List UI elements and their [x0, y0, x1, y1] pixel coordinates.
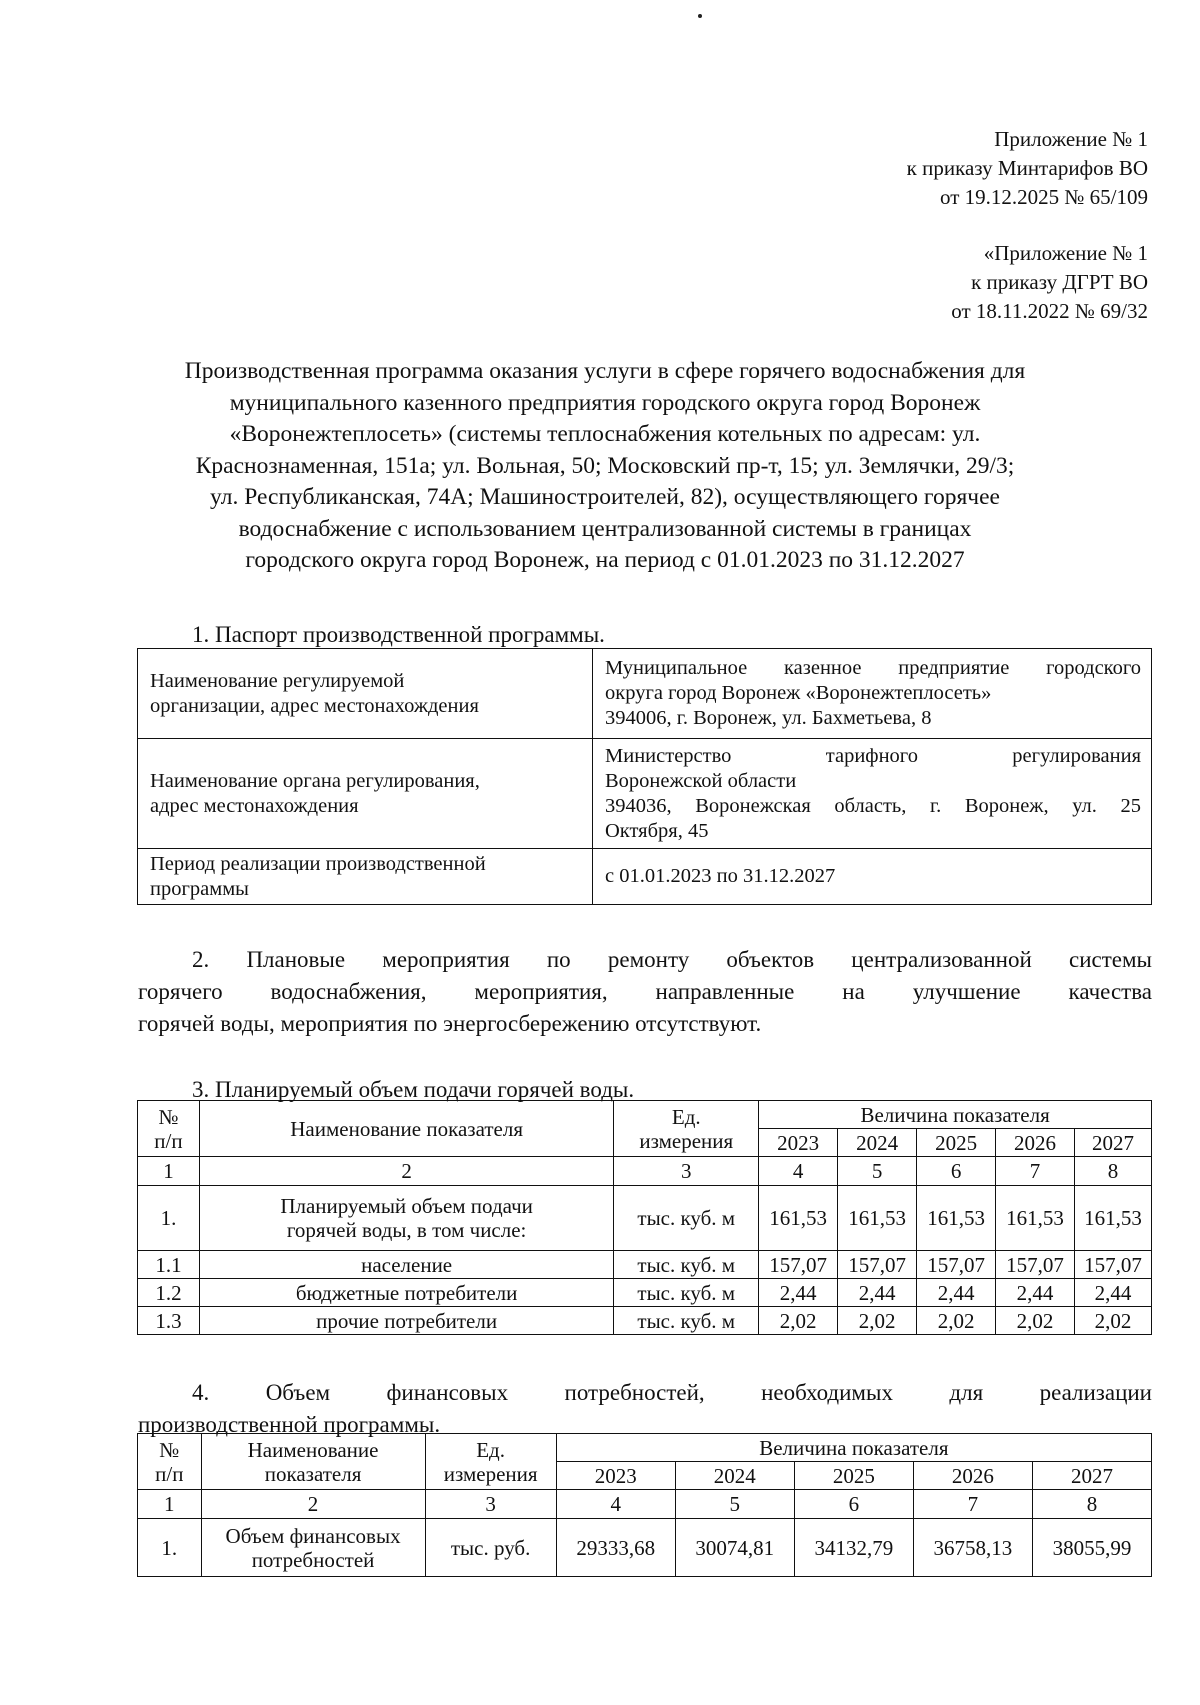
- row-num: 1.3: [138, 1307, 200, 1335]
- cell-line: Период реализации производственной: [150, 852, 486, 875]
- cell-line: Октября, 45: [605, 819, 709, 842]
- cell-line: Министерство тарифного регулирования: [605, 744, 1141, 767]
- row-value: 161,53: [838, 1186, 917, 1251]
- table-row: [138, 1186, 1152, 1251]
- header-year: 2024: [838, 1129, 917, 1157]
- column-number: 5: [838, 1157, 917, 1186]
- row-value: 34132,79: [794, 1519, 913, 1577]
- appendix-date: от 19.12.2025 № 65/109: [939, 185, 1148, 209]
- row-name: бюджетные потребители: [199, 1279, 613, 1307]
- header-year: 2023: [556, 1462, 675, 1490]
- water-volume-table: [137, 1100, 1152, 1335]
- column-number: 1: [138, 1490, 202, 1519]
- row-value: 161,53: [996, 1186, 1075, 1251]
- header-year: 2026: [996, 1129, 1075, 1157]
- column-numbering-row: [138, 1157, 1152, 1186]
- row-unit: тыс. куб. м: [614, 1186, 759, 1251]
- row-value: 29333,68: [556, 1519, 675, 1577]
- row-name: [199, 1186, 613, 1251]
- passport-label-cell: [138, 849, 593, 905]
- column-number: 1: [138, 1157, 200, 1186]
- header-name-cell: Наименование показателя: [199, 1101, 613, 1157]
- row-value: 2,02: [759, 1307, 838, 1335]
- row-value: 2,44: [759, 1279, 838, 1307]
- paragraph-line: 4. Объем финансовых потребностей, необходимых для реализации: [192, 1380, 1152, 1405]
- table-row: [138, 1251, 1152, 1279]
- column-number: 8: [1075, 1157, 1152, 1186]
- column-number: 7: [913, 1490, 1032, 1519]
- section-1-heading: 1. Паспорт производственной программы.: [192, 622, 605, 647]
- appendix-order: к приказу Минтарифов ВО: [906, 156, 1148, 180]
- column-number: 7: [996, 1157, 1075, 1186]
- appendix-order: к приказу ДГРТ ВО: [971, 270, 1148, 294]
- row-num: 1.1: [138, 1251, 200, 1279]
- header-value-group: Величина показателя: [556, 1434, 1151, 1462]
- table-row: [138, 1519, 1152, 1577]
- row-value: 157,07: [838, 1251, 917, 1279]
- table-row: [138, 1307, 1152, 1335]
- row-num: 1.: [138, 1519, 202, 1577]
- header-year: 2025: [794, 1462, 913, 1490]
- cell-line: измерения: [443, 1461, 538, 1486]
- header-year: 2027: [1075, 1129, 1152, 1157]
- cell-line: Ед.: [671, 1104, 701, 1129]
- passport-value-cell: [593, 739, 1152, 849]
- row-unit: тыс. куб. м: [614, 1307, 759, 1335]
- title-line: «Воронежтеплосеть» (системы теплоснабжения котельных по адресам: ул.: [229, 421, 981, 447]
- appendix-date: от 18.11.2022 № 69/32: [951, 299, 1148, 323]
- cell-line: измерения: [639, 1128, 734, 1153]
- row-value: 2,02: [838, 1307, 917, 1335]
- column-number: 2: [199, 1157, 613, 1186]
- cell-line: 394036, Воронежская область, г. Воронеж, ул. 25: [605, 794, 1141, 817]
- row-value: 30074,81: [675, 1519, 794, 1577]
- title-line: Производственная программа оказания услуги в сфере горячего водоснабжения для: [184, 358, 1026, 384]
- row-name: прочие потребители: [199, 1307, 613, 1335]
- appendix-header-old: [951, 239, 1148, 326]
- cell-line: Планируемый объем подачи: [280, 1194, 533, 1218]
- cell-line: Наименование регулируемой: [150, 669, 405, 692]
- cell-line: показателя: [264, 1461, 362, 1486]
- appendix-header-new: [907, 125, 1148, 212]
- header-name-cell: [201, 1434, 425, 1490]
- header-unit-cell: [425, 1434, 556, 1490]
- cell-line: Объем финансовых: [225, 1523, 401, 1548]
- passport-label-cell: [138, 739, 593, 849]
- cell-line: 394006, г. Воронеж, ул. Бахметьева, 8: [605, 707, 932, 729]
- column-number: 3: [614, 1157, 759, 1186]
- column-number: 2: [201, 1490, 425, 1519]
- cell-line: потребностей: [251, 1547, 375, 1572]
- cell-line: программы: [150, 877, 249, 900]
- header-value-group: Величина показателя: [759, 1101, 1152, 1129]
- row-value: 2,44: [917, 1279, 996, 1307]
- row-value: 157,07: [759, 1251, 838, 1279]
- column-number: 6: [917, 1157, 996, 1186]
- row-value: 2,44: [996, 1279, 1075, 1307]
- header-unit-cell: [614, 1101, 759, 1157]
- cell-line: п/п: [154, 1128, 183, 1153]
- header-year: 2024: [675, 1462, 794, 1490]
- row-num: 1.: [138, 1186, 200, 1251]
- header-year: 2023: [759, 1129, 838, 1157]
- row-name: население: [199, 1251, 613, 1279]
- row-value: 157,07: [996, 1251, 1075, 1279]
- row-unit: тыс. куб. м: [614, 1251, 759, 1279]
- passport-value-cell: [593, 649, 1152, 739]
- table-row: [138, 1279, 1152, 1307]
- cell-line: №: [158, 1104, 179, 1129]
- title-line: городского округа город Воронеж, на период с 01.01.2023 по 31.12.2027: [245, 547, 965, 573]
- cell-line: №: [159, 1437, 180, 1462]
- column-number: 4: [556, 1490, 675, 1519]
- cell-line: с 01.01.2023 по 31.12.2027: [605, 865, 836, 887]
- appendix-title: Приложение № 1: [994, 127, 1148, 151]
- cell-line: организации, адрес местонахождения: [150, 694, 479, 717]
- table-row: [138, 849, 1152, 905]
- financial-needs-table: [137, 1433, 1152, 1577]
- row-value: 2,44: [838, 1279, 917, 1307]
- column-number: 6: [794, 1490, 913, 1519]
- column-numbering-row: [138, 1490, 1152, 1519]
- row-value: 38055,99: [1032, 1519, 1151, 1577]
- title-line: Краснознаменная, 151а; ул. Вольная, 50; Московский пр-т, 15; ул. Землячки, 29/3;: [195, 452, 1015, 479]
- scan-speck: [698, 14, 702, 18]
- row-name: [201, 1519, 425, 1577]
- cell-line: Наименование органа регулирования,: [150, 769, 480, 792]
- title-line: ул. Республиканская, 74А; Машиностроителей, 82), осуществляющего горячее: [210, 484, 1000, 510]
- cell-line: адрес местонахождения: [150, 794, 359, 817]
- cell-line: Воронежской области: [605, 769, 797, 792]
- title-line: водоснабжение с использованием централизованной системы в границах: [238, 515, 972, 542]
- section-3-heading: 3. Планируемый объем подачи горячей воды.: [192, 1077, 635, 1102]
- row-unit: тыс. руб.: [425, 1519, 556, 1577]
- row-value: 2,44: [1075, 1279, 1152, 1307]
- passport-label-cell: [138, 649, 593, 739]
- paragraph-line: 2. Плановые мероприятия по ремонту объектов централизованной системы: [192, 947, 1152, 972]
- table-header-row: [138, 1434, 1152, 1462]
- title-line: муниципального казенного предприятия городского округа город Воронеж: [229, 389, 981, 416]
- header-year: 2026: [913, 1462, 1032, 1490]
- row-value: 2,02: [1075, 1307, 1152, 1335]
- document-title: [120, 356, 1090, 577]
- row-value: 161,53: [917, 1186, 996, 1251]
- row-value: 161,53: [1075, 1186, 1152, 1251]
- table-row: [138, 739, 1152, 849]
- header-num-cell: [138, 1101, 200, 1157]
- row-value: 2,02: [996, 1307, 1075, 1335]
- row-value: 157,07: [917, 1251, 996, 1279]
- row-value: 36758,13: [913, 1519, 1032, 1577]
- column-number: 3: [425, 1490, 556, 1519]
- paragraph-line: горячей воды, мероприятия по энергосбережению отсутствуют.: [138, 1011, 762, 1036]
- cell-line: Муниципальное казенное предприятие городского: [605, 657, 1141, 679]
- table-header-row: [138, 1101, 1152, 1129]
- column-number: 4: [759, 1157, 838, 1186]
- table-row: [138, 649, 1152, 739]
- row-value: 2,02: [917, 1307, 996, 1335]
- paragraph-line: горячего водоснабжения, мероприятия, направленные на улучшение качества: [138, 979, 1152, 1004]
- cell-line: Наименование: [247, 1437, 379, 1462]
- column-number: 5: [675, 1490, 794, 1519]
- paragraph-line: производственной программы.: [138, 1412, 441, 1437]
- column-number: 8: [1032, 1490, 1151, 1519]
- cell-line: п/п: [155, 1461, 184, 1486]
- header-num-cell: [138, 1434, 202, 1490]
- row-num: 1.2: [138, 1279, 200, 1307]
- row-value: 157,07: [1075, 1251, 1152, 1279]
- cell-line: Ед.: [476, 1437, 505, 1462]
- appendix-title: «Приложение № 1: [983, 241, 1148, 265]
- header-year: 2025: [917, 1129, 996, 1157]
- row-value: 161,53: [759, 1186, 838, 1251]
- cell-line: округа город Воронеж «Воронежтеплосеть»: [605, 682, 992, 704]
- section-2-paragraph: [138, 944, 1152, 1040]
- header-year: 2027: [1032, 1462, 1151, 1490]
- cell-line: горячей воды, в том числе:: [286, 1218, 527, 1242]
- passport-value-cell: [593, 849, 1152, 905]
- row-unit: тыс. куб. м: [614, 1279, 759, 1307]
- passport-table: [137, 648, 1152, 905]
- section-4-paragraph: [138, 1377, 1152, 1441]
